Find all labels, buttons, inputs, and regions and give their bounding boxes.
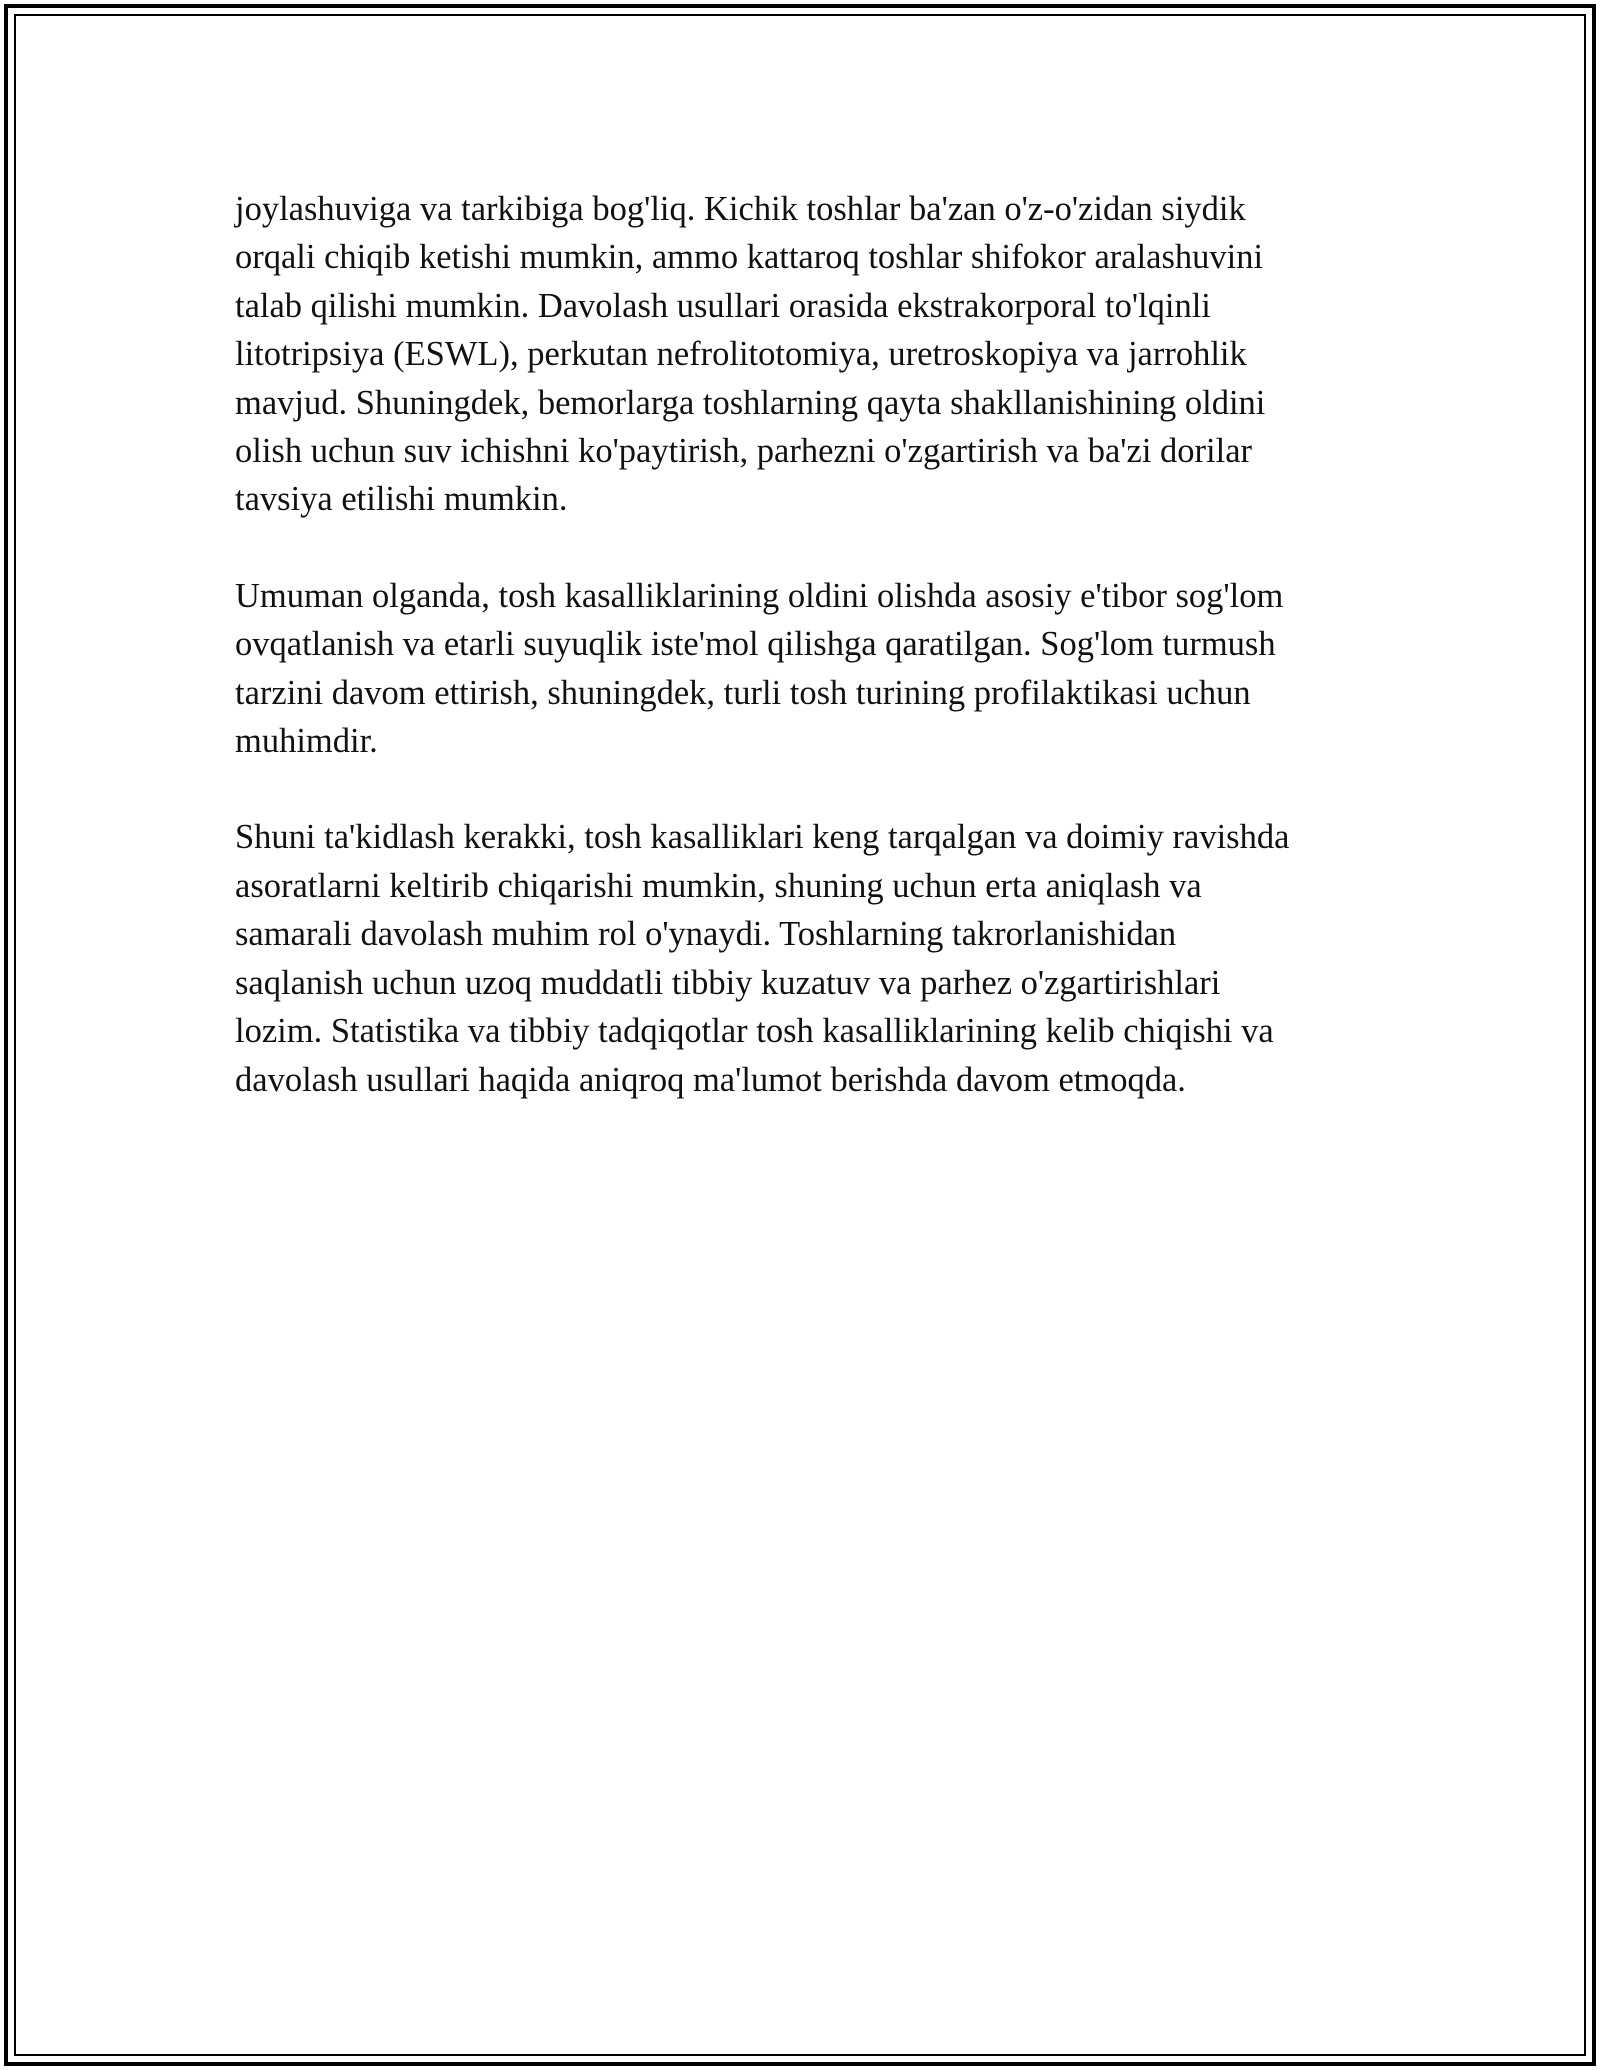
paragraph-1 — [235, 185, 1385, 524]
text-line: tarzini davom ettirish, shuningdek, turli tosh turining profilaktikasi uchun — [235, 673, 1251, 712]
text-line: joylashuviga va tarkibiga bog'liq. Kichik toshlar ba'zan o'z-o'zidan siydik — [235, 190, 1246, 228]
text-line: ovqatlanish va etarli suyuqlik iste'mol qilishga qaratilgan. Sog'lom turmush — [235, 625, 1276, 664]
text-line: litotripsiya (ESWL), perkutan nefrolitotomiya, uretroskopiya va jarrohlik — [235, 335, 1247, 374]
text-line: Umuman olganda, tosh kasalliklarining oldini olishda asosiy e'tibor sog'lom — [235, 576, 1284, 615]
text-line: muhimdir. — [235, 722, 378, 761]
text-line: davolash usullari haqida aniqroq ma'lumot berishda davom etmoqda. — [235, 1060, 1186, 1099]
text-line: saqlanish uchun uzoq muddatli tibbiy kuzatuv va parhez o'zgartirishlari — [235, 963, 1221, 1002]
document-body — [235, 185, 1385, 1152]
paragraph-3 — [235, 813, 1385, 1103]
text-line: tavsiya etilishi mumkin. — [235, 480, 568, 519]
text-line: mavjud. Shuningdek, bemorlarga toshlarning qayta shakllanishining oldini — [235, 383, 1266, 422]
paragraph-2 — [235, 572, 1385, 766]
text-line: lozim. Statistika va tibbiy tadqiqotlar tosh kasalliklarining kelib chiqishi va — [235, 1012, 1274, 1051]
text-line: olish uchun suv ichishni ko'paytirish, parhezni o'zgartirish va ba'zi dorilar — [235, 432, 1252, 471]
text-line: samarali davolash muhim rol o'ynaydi. Toshlarning takrorlanishidan — [235, 915, 1177, 954]
text-line: talab qilishi mumkin. Davolash usullari orasida ekstrakorporal to'lqinli — [235, 286, 1211, 325]
text-line: orqali chiqib ketishi mumkin, ammo kattaroq toshlar shifokor aralashuvini — [235, 238, 1264, 277]
text-line: Shuni ta'kidlash kerakki, tosh kasalliklari keng tarqalgan va doimiy ravishda — [235, 818, 1290, 857]
text-line: asoratlarni keltirib chiqarishi mumkin, shuning uchun erta aniqlash va — [235, 866, 1202, 905]
